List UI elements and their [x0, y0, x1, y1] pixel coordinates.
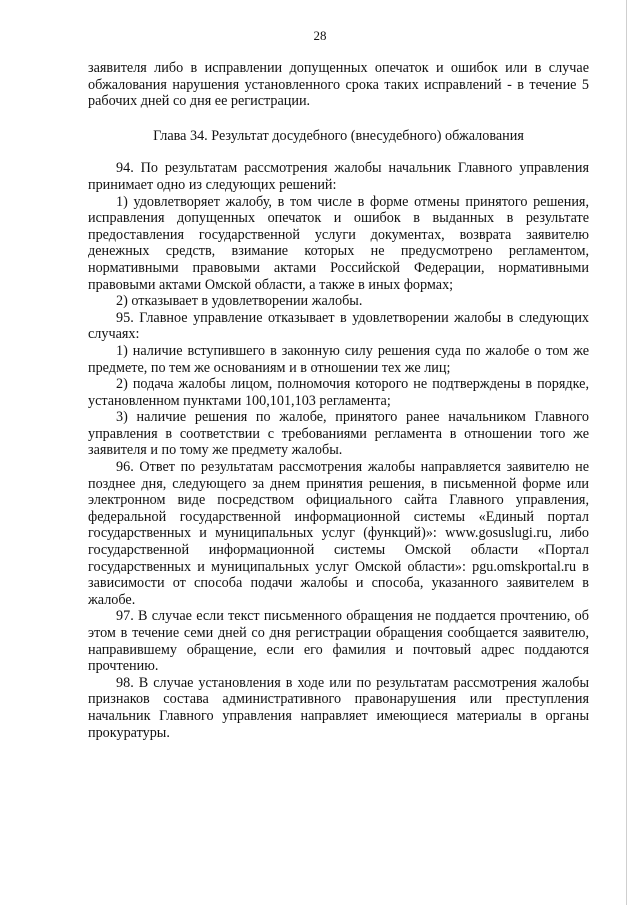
paragraph-95-item-1: 1) наличие вступившего в законную силу решения суда по жалобе о том же предмете, по тем же основаниям и в отношении тех же лиц; [88, 342, 589, 376]
paragraph-94: 94. По результатам рассмотрения жалобы начальник Главного управления принимает одно из следующих решений: [88, 160, 589, 193]
paragraph-95-item-2: 2) подача жалобы лицом, полномочия которого не подтверждены в порядке, установленном пунктами 100,101,103 регламента; [88, 376, 589, 409]
chapter-heading: Глава 34. Результат досудебного (внесудебного) обжалования [153, 127, 524, 144]
page-number: 28 [313, 28, 327, 43]
paragraph-94-item-2: 2) отказывает в удовлетворении жалобы. [116, 293, 363, 310]
paragraph-94-item-1: 1) удовлетворяет жалобу, в том числе в форме отмены принятого решения, исправления допущенных опечаток и ошибок в выданных в результате предоставления государственной услуги документах, возврата заявителю денежных средств, взимание которых не предусмотрено регламентом, нормативными правовыми актами Российской Федерации, нормативными правовыми актами Омской области, а также в иных формах; [88, 193, 589, 293]
paragraph-95-item-3: 3) наличие решения по жалобе, принятого ранее начальником Главного управления в соответствии с требованиями регламента в отношении того же заявителя и по тому же предмету жалобы. [88, 409, 589, 459]
paragraph-97: 97. В случае если текст письменного обращения не поддается прочтению, об этом в течение семи дней со дня регистрации обращения сообщается заявителю, направившему обращение, если его фамилия и почтовый адрес поддаются прочтению. [88, 608, 589, 675]
document-body [88, 60, 589, 741]
paragraph-98: 98. В случае установления в ходе или по результатам рассмотрения жалобы признаков состава административного правонарушения или преступления начальник Главного управления направляет имеющиеся материалы в органы прокуратуры. [88, 674, 589, 741]
paragraph-96: 96. Ответ по результатам рассмотрения жалобы направляется заявителю не позднее дня, следующего за днем принятия решения, в письменной форме или электронном виде посредством официального сайта Главного управления, федеральной государственной информационной системы «Единый портал государственных и муниципальных услуг (функций)»: www.gosuslugi.ru, либо государственной информационной системы Омской области «Портал государственных и муниципальных услуг Омской области»: pgu.omskportal.ru в зависимости от способа подачи жалобы и способа, указанного заявителем в жалобе. [88, 459, 589, 608]
paragraph-continuation: заявителя либо в исправлении допущенных опечаток и ошибок или в случае обжалования нарушения установленного срока таких исправлений - в течение 5 рабочих дней со дня ее регистрации. [88, 60, 589, 110]
paragraph-95: 95. Главное управление отказывает в удовлетворении жалобы в следующих случаях: [88, 309, 589, 343]
page-edge-line [626, 0, 627, 905]
